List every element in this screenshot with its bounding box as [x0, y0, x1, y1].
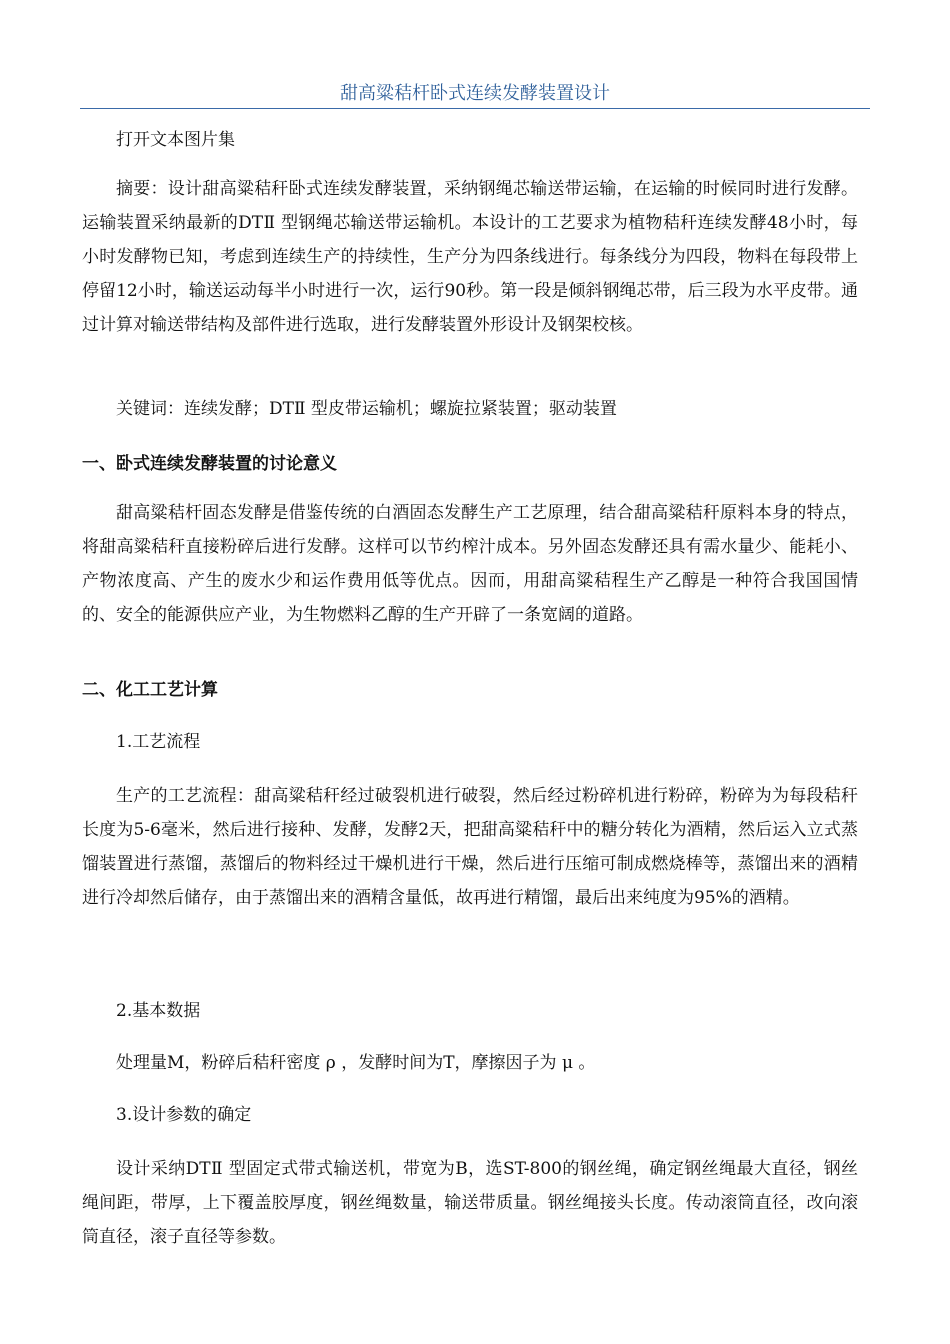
open-gallery-link[interactable]: 打开文本图片集	[116, 130, 235, 150]
subsection-2-paragraph: 处理量M，粉碎后秸秆密度 ρ ，发酵时间为T，摩擦因子为 μ 。	[116, 1053, 596, 1073]
subsection-3-heading: 3.设计参数的确定	[116, 1105, 252, 1125]
header-divider	[80, 108, 870, 109]
document-title: 甜高粱秸杆卧式连续发酵装置设计	[340, 83, 610, 104]
subsection-2-heading: 2.基本数据	[116, 1001, 201, 1021]
section-2-heading: 二、化工工艺计算	[82, 680, 218, 700]
subsection-1-heading: 1.工艺流程	[116, 732, 201, 752]
keywords-line: 关键词：连续发酵；DTⅡ 型皮带运输机；螺旋拉紧装置；驱动装置	[116, 399, 617, 419]
section-1-paragraph: 甜高粱秸杆固态发酵是借鉴传统的白酒固态发酵生产工艺原理，结合甜高粱秸秆原料本身的特点，将甜高粱秸秆直接粉碎后进行发酵。这样可以节约榨汁成本。另外固态发酵还具有需水量少、能耗小、产物浓度高、产生的废水少和运作费用低等优点。因而，用甜高粱秸程生产乙醇是一种符合我国国情的、安全的能源供应产业，为生物燃料乙醇的生产开辟了一条宽阔的道路。	[82, 503, 858, 625]
section-1-heading: 一、卧式连续发酵装置的讨论意义	[82, 454, 337, 474]
abstract-paragraph: 摘要：设计甜高粱秸秆卧式连续发酵装置，采纳钢绳芯输送带运输，在运输的时候同时进行发酵。运输装置采纳最新的DTⅡ 型钢绳芯输送带运输机。本设计的工艺要求为植物秸秆连续发酵48小时，每小时发酵物已知，考虑到连续生产的持续性，生产分为四条线进行。每条线分为四段，物料在每段带上停留12小时，输送运动每半小时进行一次，运行90秒。第一段是倾斜钢绳芯带，后三段为水平皮带。通过计算对输送带结构及部件进行选取，进行发酵装置外形设计及钢架校核。	[82, 179, 858, 335]
subsection-3-paragraph: 设计采纳DTⅡ 型固定式带式输送机，带宽为B，选ST-800的钢丝绳，确定钢丝绳最大直径，钢丝绳间距，带厚，上下覆盖胶厚度，钢丝绳数量，输送带质量。钢丝绳接头长度。传动滚筒直径，改向滚筒直径，滚子直径等参数。	[82, 1159, 858, 1247]
subsection-1-paragraph: 生产的工艺流程：甜高粱秸秆经过破裂机进行破裂，然后经过粉碎机进行粉碎，粉碎为为每段秸秆长度为5-6毫米，然后进行接种、发酵，发酵2天，把甜高粱秸秆中的糖分转化为酒精，然后运入立式蒸馏装置进行蒸馏，蒸馏后的物料经过干燥机进行干燥，然后进行压缩可制成燃烧棒等，蒸馏出来的酒精进行冷却然后储存，由于蒸馏出来的酒精含量低，故再进行精馏，最后出来纯度为95%的酒精。	[82, 786, 858, 908]
